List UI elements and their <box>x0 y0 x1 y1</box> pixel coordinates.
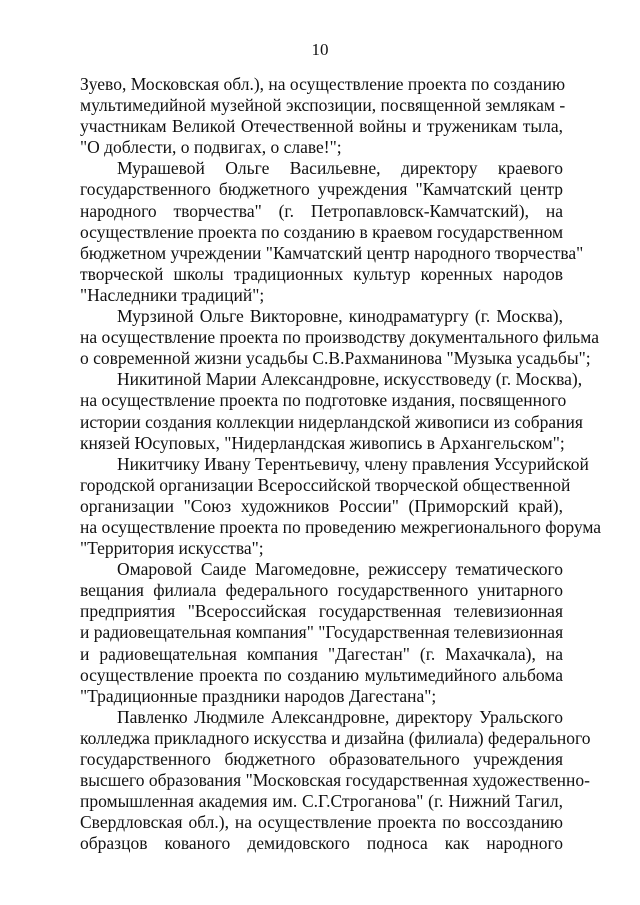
text-line: на осуществление проекта по проведению межрегионального форума <box>80 516 602 537</box>
text-line: "Наследники традиций"; <box>80 284 265 305</box>
text-line: городской организации Всероссийской творческой общественной <box>80 474 571 495</box>
text-line: высшего образования "Московская государственная художественно- <box>80 770 590 791</box>
text-line: государственного бюджетного учреждения "Камчатский центр <box>80 179 563 200</box>
text-line: участникам Великой Отечественной войны и труженикам тыла, <box>80 116 563 137</box>
paragraph-murzina <box>80 306 599 369</box>
text-line: князей Юсуповых, "Нидерландская живопись в Архангельском"; <box>80 432 565 453</box>
text-line: Никитиной Марии Александровне, искусствоведу (г. Москва), <box>117 369 583 390</box>
text-line: осуществление проекта по созданию в краевом государственном <box>80 221 564 242</box>
text-line: "Традиционные праздники народов Дагестана"; <box>80 685 437 706</box>
paragraph-continuation <box>80 74 566 158</box>
text-line: Мурашевой Ольге Васильевне, директору краевого <box>117 158 563 179</box>
text-line: Омаровой Саиде Магомедовне, режиссеру тематического <box>117 559 563 580</box>
text-line: и радиовещательная компания "Дагестан" (г. Махачкала), на <box>80 643 563 664</box>
text-line: творческой школы традиционных культур коренных народов <box>80 263 563 284</box>
text-line: организации "Союз художников России" (Приморский край), <box>80 495 563 516</box>
text-line: о современной жизни усадьбы С.В.Рахманинова "Музыка усадьбы"; <box>80 348 591 369</box>
text-line: народного творчества" (г. Петропавловск-Камчатский), на <box>80 200 563 221</box>
text-line: Павленко Людмиле Александровне, директору Уральского <box>117 706 563 727</box>
page-number: 10 <box>311 40 329 59</box>
paragraph-nikitina <box>80 369 583 453</box>
text-line: государственного бюджетного образовательного учреждения <box>80 749 563 769</box>
text-line: мультимедийной музейной экспозиции, посвященной землякам - <box>80 95 566 116</box>
document-body <box>80 74 602 854</box>
text-line: "О доблести, о подвигах, о славе!"; <box>80 137 342 158</box>
text-line: образцов кованого демидовского подноса как народного <box>80 833 563 854</box>
text-line: на осуществление проекта по производству документального фильма <box>80 327 599 348</box>
paragraph-nikitchik <box>80 453 602 559</box>
paragraph-murasheva <box>80 158 584 306</box>
text-line: предприятия "Всероссийская государственная телевизионная <box>80 601 563 622</box>
paragraph-omarova <box>80 559 563 707</box>
text-line: "Территория искусства"; <box>80 538 264 559</box>
text-line: осуществление проекта по созданию мультимедийного альбома <box>80 664 563 685</box>
text-line: колледжа прикладного искусства и дизайна (филиала) федерального <box>80 727 591 748</box>
text-line: Зуево, Московская обл.), на осуществление проекта по созданию <box>80 74 566 94</box>
text-line: и радиовещательная компания" "Государственная телевизионная <box>80 622 564 643</box>
text-line: Никитчику Ивану Терентьевичу, члену правления Уссурийской <box>117 453 589 474</box>
paragraph-pavlenko <box>80 706 591 855</box>
text-line: Мурзиной Ольге Викторовне, кинодраматургу (г. Москва), <box>117 306 563 327</box>
text-line: промышленная академия им. С.Г.Строганова" (г. Нижний Тагил, <box>80 791 563 812</box>
text-line: вещания филиала федерального государственного унитарного <box>80 580 563 601</box>
text-line: на осуществление проекта по подготовке издания, посвященного <box>80 390 567 411</box>
text-line: истории создания коллекции нидерландской живописи из собрания <box>80 411 583 432</box>
text-line: бюджетном учреждении "Камчатский центр народного творчества" <box>80 242 584 263</box>
text-line: Свердловская обл.), на осуществление проекта по воссозданию <box>80 812 563 833</box>
